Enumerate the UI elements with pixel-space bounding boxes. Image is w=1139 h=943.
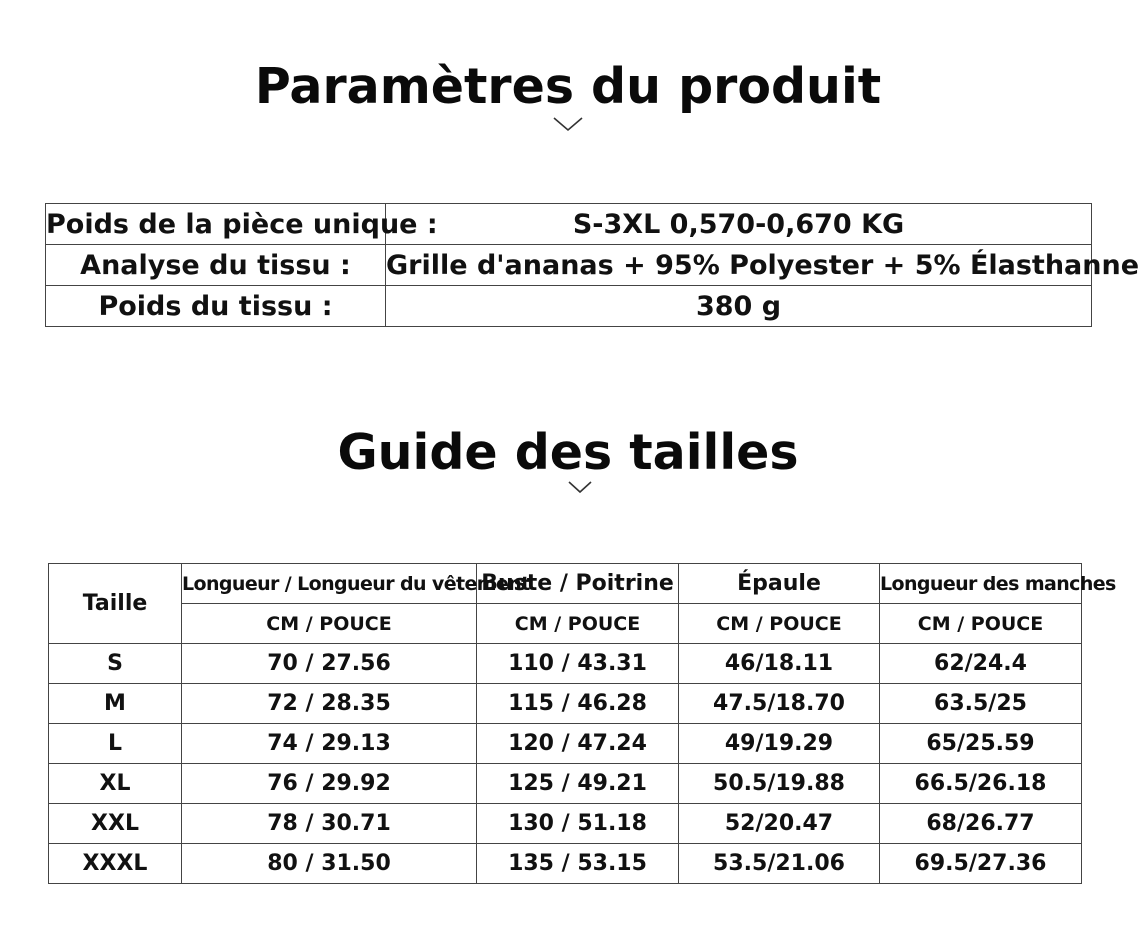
- param-row: [46, 286, 1092, 327]
- param-value: Grille d'ananas + 95% Polyester + 5% Élasthanne: [386, 245, 1092, 286]
- measure-value: 110 / 43.31: [477, 644, 679, 684]
- unit-label: CM / POUCE: [679, 604, 880, 644]
- size-label: XXL: [49, 804, 182, 844]
- measure-value: 135 / 53.15: [477, 844, 679, 884]
- table-row: [49, 764, 1082, 804]
- measure-value: 78 / 30.71: [182, 804, 477, 844]
- measure-value: 50.5/19.88: [679, 764, 880, 804]
- measure-value: 63.5/25: [880, 684, 1082, 724]
- measure-value: 62/24.4: [880, 644, 1082, 684]
- product-params-title: Paramètres du produit: [254, 58, 882, 115]
- measure-value: 76 / 29.92: [182, 764, 477, 804]
- size-label: XXXL: [49, 844, 182, 884]
- param-value: 380 g: [386, 286, 1092, 327]
- unit-header-row: [49, 604, 1082, 644]
- size-guide-table: [48, 563, 1116, 884]
- size-label: S: [49, 644, 182, 684]
- param-value: S-3XL 0,570-0,670 KG: [386, 204, 1092, 245]
- size-header-row: [49, 564, 1082, 604]
- measure-value: 130 / 51.18: [477, 804, 679, 844]
- table-row: [49, 644, 1082, 684]
- measure-value: 68/26.77: [880, 804, 1082, 844]
- measure-value: 49/19.29: [679, 724, 880, 764]
- unit-label: CM / POUCE: [182, 604, 477, 644]
- unit-label: CM / POUCE: [880, 604, 1082, 644]
- measure-value: 72 / 28.35: [182, 684, 477, 724]
- param-row: [46, 245, 1092, 286]
- param-row: [46, 204, 1092, 245]
- table-row: [49, 844, 1082, 884]
- measure-column-header: Buste / Poitrine: [477, 564, 679, 604]
- size-column-header: Taille: [49, 564, 182, 644]
- size-label: XL: [49, 764, 182, 804]
- measure-value: 120 / 47.24: [477, 724, 679, 764]
- measure-value: 52/20.47: [679, 804, 880, 844]
- measure-value: 115 / 46.28: [477, 684, 679, 724]
- unit-label: CM / POUCE: [477, 604, 679, 644]
- measure-value: 46/18.11: [679, 644, 880, 684]
- measure-value: 65/25.59: [880, 724, 1082, 764]
- measure-column-header: Longueur / Longueur du vêtement: [182, 564, 477, 604]
- measure-column-header: Longueur des manches: [880, 564, 1082, 604]
- param-label: Analyse du tissu :: [46, 245, 386, 286]
- chevron-down-icon: [553, 116, 583, 132]
- measure-value: 80 / 31.50: [182, 844, 477, 884]
- table-row: [49, 724, 1082, 764]
- size-guide-title: Guide des tailles: [337, 424, 799, 481]
- param-label: Poids de la pièce unique :: [46, 204, 386, 245]
- measure-value: 125 / 49.21: [477, 764, 679, 804]
- measure-value: 47.5/18.70: [679, 684, 880, 724]
- product-params-table: [45, 203, 1139, 327]
- table-row: [49, 684, 1082, 724]
- measure-value: 53.5/21.06: [679, 844, 880, 884]
- size-label: L: [49, 724, 182, 764]
- measure-value: 70 / 27.56: [182, 644, 477, 684]
- size-label: M: [49, 684, 182, 724]
- measure-value: 74 / 29.13: [182, 724, 477, 764]
- table-row: [49, 804, 1082, 844]
- measure-value: 69.5/27.36: [880, 844, 1082, 884]
- param-label: Poids du tissu :: [46, 286, 386, 327]
- measure-column-header: Épaule: [679, 564, 880, 604]
- measure-value: 66.5/26.18: [880, 764, 1082, 804]
- chevron-down-icon: [565, 479, 595, 495]
